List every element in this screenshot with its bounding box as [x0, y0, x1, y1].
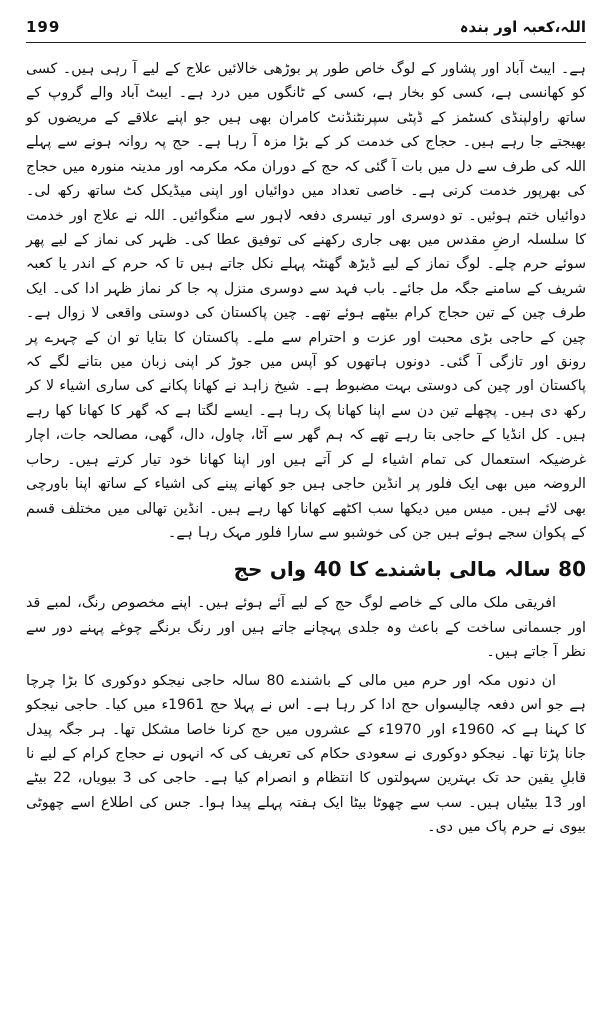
paragraph-haji-dokori: ان دنوں مکہ اور حرم میں مالی کے باشندے 80 سالہ حاجی نیجکو دوکوری کا بڑا چرچا ہے جو اس دفعہ چالیسواں حج ادا کر رہا ہے۔ اس نے پہلا حج 1961ء میں کیا۔ حاجی نیجکو کا کہنا ہے کہ 1960ء اور 1970ء کے عشروں میں حج کرنا خاصا مشکل تھا۔ ہر جگہ پیدل جانا پڑتا تھا۔ نیجکو دوکوری نے سعودی حکام کی تعریف کی کہ انہوں نے حجاج کرام کے لیے نا قابلِ یقین حد تک بہترین سہولتوں کا انتظام و انصرام کیا ہے۔ حاجی کی 3 بیویاں، 22 بیٹے اور 13 بیٹیاں ہیں۔ سب سے چھوٹا بیٹا ایک ہفتہ پہلے پیدا ہوا۔ جس کی اطلاع اسے چھوٹی بیوی نے حرم پاک میں دی۔	[26, 672, 587, 836]
page-number: 199	[26, 18, 61, 36]
paragraph-continuation: ہے۔ ایبٹ آباد اور پشاور کے لوگ خاص طور پر بوڑھی خالائیں علاج کے لیے آ رہی ہیں۔ کسی کو کھانسی ہے، کسی کو بخار ہے، کسی کے ٹانگوں میں درد ہے۔ ایبٹ آباد والے گروپ کے ساتھ راولپنڈی کسٹمز کے ڈپٹی سپرنٹنڈنٹ کامران بھی ہیں جو اپنے علاقے کے مریضوں کو بھیجتے جا رہے ہیں۔ حجاج کی خدمت کر کے بڑا مزہ آ رہا ہے۔ حج پہ روانہ ہونے سے پہلے اللہ کی طرف سے دل میں بات آ گئی کہ حج کے دوران مکہ مکرمہ اور مدینہ منورہ میں حجاج کی بھرپور خدمت کرنی ہے۔ خاصی تعداد میں دوائیاں اور اپنی میڈیکل کٹ ساتھ رکھ لی۔ دوائیاں ختم ہوئیں۔ تو دوسری اور تیسری دفعہ لاہور سے منگوائیں۔ اللہ نے علاج اور خدمت کا سلسلہ ارضِ مقدس میں بھی جاری رکھنے کی توفیق عطا کی۔ ظہر کی نماز کے لیے پھر سوئے حرم چلے۔ لوگ نماز کے لیے ڈیڑھ گھنٹہ پہلے نکل جاتے ہیں تا کہ حرم کے اندر یا کعبہ شریف کے سامنے جگہ مل جائے۔ باب فہد سے دوسری منزل پہ جا کر نماز ظہر ادا کی۔ ایک طرف چین کے تین حجاج کرام بیٹھے ہوئے تھے۔ چین پاکستان کی دوستی واقعی لا زوال ہے۔ چین کے حاجی بڑی محبت اور عزت و احترام سے ملے۔ پاکستان کا بتایا تو ان کے چہرے پر رونق اور تازگی آ گئی۔ دونوں ہاتھوں کو آپس میں جوڑ کر اپنی زبان میں بتانے لگے کہ پاکستان اور چین کی دوستی بہت مضبوط ہے۔ شیخ زاہد نے کھانا پکانے کی ساری اشیاء لا کر رکھ دی ہیں۔ پچھلے تین دن سے اپنا کھانا پک رہا ہے۔ ایسے لگتا ہے کہ گھر کا کھانا کھا رہے ہیں۔ کل انڈیا کے حاجی بتا رہے تھے کہ ہم گھر سے آٹا، چاول، دال، گھی، مصالحہ جات، اچار غرضیکہ استعمال کی تمام اشیاء لے کر آتے ہیں اور اپنا کھانا خود تیار کرتے ہیں۔ رحاب الروضہ میں بھی ایک فلور پر انڈین حاجی ہیں جو کھانے پینے کی اشیاء کے ساتھ اپنا باورچی بھی لائے ہیں۔ میس میں دیکھا سب اکٹھے کھانا کھا رہے ہیں۔ انڈین تھالی میں مختلف قسم کے پکوان سجے ہوئے ہیں جن کی خوشبو سے سارا فلور مہک رہا ہے۔	[26, 61, 586, 542]
paragraph-mali-pilgrims: افریقی ملک مالی کے خاصے لوگ حج کے لیے آئے ہوئے ہیں۔ اپنے مخصوص رنگ، لمبے قد اور جسمانی ساخت کے باعث وہ جلدی پہچانے جاتے ہیں اور رنگ برنگے چوغے پہنے دور سے نظر آ جاتے ہیں۔	[26, 595, 586, 661]
page-header	[26, 18, 586, 43]
section-heading: 80 سالہ مالی باشندے کا 40 واں حج	[233, 557, 586, 582]
book-title: اللہ،کعبہ اور بندہ	[459, 18, 586, 36]
page-body	[26, 57, 586, 840]
